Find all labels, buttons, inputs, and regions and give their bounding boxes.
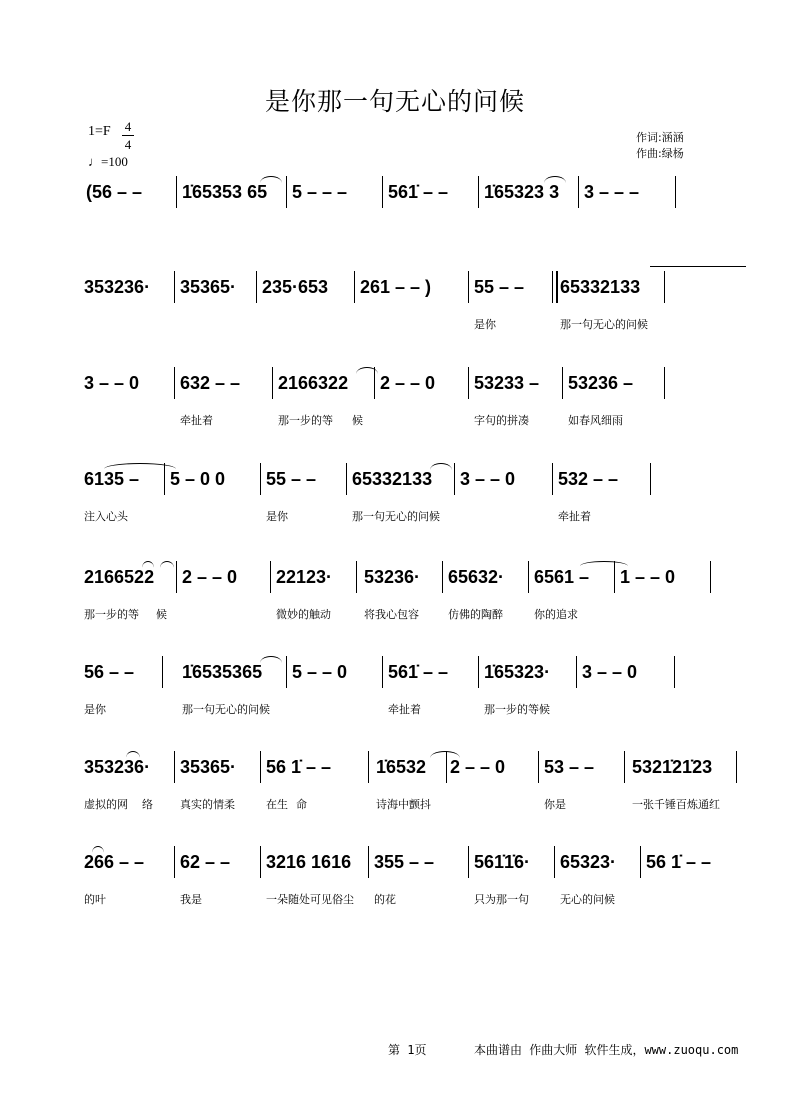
lyric: 那一句无心的问候 (560, 318, 648, 331)
lyric: 是你 (266, 510, 288, 523)
measure: 3 – – – (584, 182, 640, 202)
measure: 532 – – (558, 469, 619, 489)
notes-row-4 (84, 462, 746, 496)
lyric: 的花 (374, 893, 396, 906)
measure: 56 1̇ – – (646, 852, 712, 872)
measure: 2 – – 0 (380, 373, 436, 393)
lyrics-row-6 (84, 701, 746, 717)
lyrics-row-2 (84, 316, 746, 332)
measure: 1̇65323 3 (484, 182, 560, 202)
measure: 35365· (180, 277, 237, 297)
measure: 62 – – (180, 852, 231, 872)
lyric: 无心的问候 (560, 893, 615, 906)
lyric: 是你 (474, 318, 496, 331)
lyric: 你是 (544, 798, 566, 811)
lyric: 是你 (84, 703, 106, 716)
lyric: 微妙的触动 (276, 608, 331, 621)
notes-row-1 (84, 175, 746, 209)
measure: 65332133 (352, 469, 433, 489)
generator-note: 本曲谱由 作曲大师 软件生成，www.zuoqu.com (474, 1043, 739, 1057)
notes-row-6 (84, 655, 746, 689)
measure: 5 – – 0 (292, 662, 348, 682)
composer-credit: 作曲:绿杨 (636, 147, 684, 160)
measure: 2166322 (278, 373, 349, 393)
measure: 56 1̇ – – (266, 757, 332, 777)
measure: 1 – – 0 (620, 567, 676, 587)
measure: 55 – – (266, 469, 317, 489)
lyric: 那一步的等 (278, 414, 333, 427)
time-signature-top: 4 (122, 118, 134, 136)
notes-row-8 (84, 845, 746, 879)
lyrics-row-7 (84, 796, 746, 812)
lyrics-row-8 (84, 891, 746, 907)
measure: 353236· (84, 277, 151, 297)
measure: 65632· (448, 567, 505, 587)
tempo-mark: ♩=100 (88, 154, 128, 169)
lyric: 我是 (180, 893, 202, 906)
lyric: 真实的情柔 (180, 798, 235, 811)
lyric: 那一步的等 (84, 608, 139, 621)
measure: 5 – – – (292, 182, 348, 202)
notes-row-7 (84, 750, 746, 784)
measure: 2 – – 0 (182, 567, 238, 587)
lyrics-row-4 (84, 508, 746, 524)
lyric: 一朵随处可见俗尘 (266, 893, 354, 906)
measure: 53 – – (544, 757, 595, 777)
measure: 2 – – 0 (450, 757, 506, 777)
lyric: 候 (352, 414, 363, 427)
lyric: 诗海中颤抖 (376, 798, 431, 811)
measure: 3 – – 0 (582, 662, 638, 682)
measure: 353236· (84, 757, 151, 777)
measure: 2166522 (84, 567, 155, 587)
measure: 235·653 (262, 277, 329, 297)
measure: 561̇ – – (388, 662, 449, 682)
measure: 632 – – (180, 373, 241, 393)
measure: 65332133 (560, 277, 641, 297)
measure: 261 – – ) (360, 277, 432, 297)
lyric: 仿佛的陶醉 (448, 608, 503, 621)
measure: 22123· (276, 567, 333, 587)
measure: 55 – – (474, 277, 525, 297)
measure: 1̇6535365 (182, 662, 263, 682)
lyric: 你的追求 (534, 608, 578, 621)
measure: (56 – – (86, 182, 143, 202)
notes-row-2 (84, 270, 746, 304)
lyric: 的叶 (84, 893, 106, 906)
measure: 1̇65353 65 (182, 182, 268, 202)
lyric: 牵扯着 (388, 703, 421, 716)
lyric: 将我心包容 (364, 608, 419, 621)
lyric: 那一步的等候 (484, 703, 550, 716)
measure: 53236 – (568, 373, 634, 393)
measure: 1̇6532 (376, 757, 427, 777)
measure: 6561 – (534, 567, 590, 587)
lyric: 如春风细雨 (568, 414, 623, 427)
lyric: 在生 (266, 798, 288, 811)
measure: 3 – – 0 (460, 469, 516, 489)
lyric: 候 (156, 608, 167, 621)
notes-row-5 (84, 560, 746, 594)
lyrics-row-5 (84, 606, 746, 622)
lyric: 虚拟的网 (84, 798, 128, 811)
key-signature: 1=F (88, 124, 111, 139)
measure: 6135 – (84, 469, 140, 489)
time-signature-bottom: 4 (124, 137, 132, 152)
lyric: 命 (296, 798, 307, 811)
lyric: 牵扯着 (558, 510, 591, 523)
measure: 3216 1616 (266, 852, 352, 872)
lyric: 那一句无心的问候 (352, 510, 440, 523)
measure: 56 – – (84, 662, 135, 682)
lyric: 注入心头 (84, 510, 128, 523)
notes-row-3 (84, 366, 746, 400)
lyric: 一张千锤百炼通红 (632, 798, 720, 811)
measure: 53233 – (474, 373, 540, 393)
measure: 65323· (560, 852, 617, 872)
measure: 266 – – (84, 852, 145, 872)
measure: 35365· (180, 757, 237, 777)
measure: 3 – – 0 (84, 373, 140, 393)
song-title: 是你那一句无心的问候 (264, 87, 525, 116)
measure: 1̇65323· (484, 662, 551, 682)
measure: 561̇ – – (388, 182, 449, 202)
lyric: 只为那一句 (474, 893, 529, 906)
measure: 355 – – (374, 852, 435, 872)
lyric: 络 (142, 798, 153, 811)
lyricist-credit: 作词:涵涵 (636, 131, 684, 144)
measure: 561̇1̇6· (474, 852, 531, 872)
measure: 5 – 0 0 (170, 469, 226, 489)
lyrics-row-3 (84, 412, 746, 428)
time-signature (122, 118, 134, 153)
lyric: 那一句无心的问候 (182, 703, 270, 716)
lyric: 字句的拼凑 (474, 414, 529, 427)
page-number: 第 1页 (388, 1043, 427, 1057)
measure: 53236· (364, 567, 421, 587)
measure: 5321̇21̇23 (632, 757, 713, 777)
lyric: 牵扯着 (180, 414, 213, 427)
